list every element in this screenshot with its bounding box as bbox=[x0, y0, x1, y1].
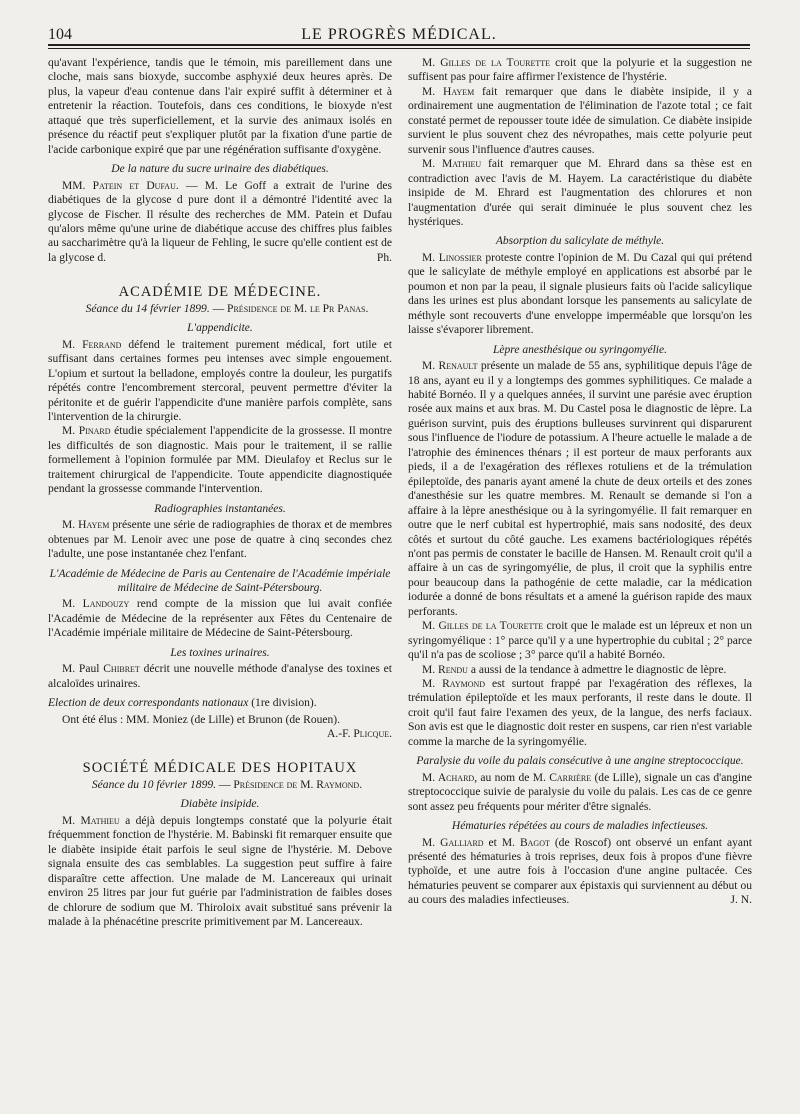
running-title: LE PROGRÈS MÉDICAL. bbox=[301, 26, 497, 43]
speaker-name: M. Raymond bbox=[422, 678, 486, 691]
paragraph bbox=[408, 663, 752, 677]
paragraph bbox=[48, 597, 392, 640]
paragraph bbox=[48, 518, 392, 561]
speaker-name: M. Gilles de la Tourette bbox=[422, 620, 544, 633]
speaker-name: M. Pinard bbox=[62, 425, 111, 438]
paragraph bbox=[48, 338, 392, 425]
speaker-name: M. Ferrand bbox=[62, 338, 122, 351]
section-heading: L'Académie de Médecine de Paris au Centenaire de l'Académie impériale militaire de Médecine de Saint-Pétersbourg. bbox=[49, 567, 391, 594]
paragraph bbox=[408, 359, 752, 619]
paragraph-text: a aussi de la tendance à admettre le diagnostic de lèpre. bbox=[467, 663, 727, 676]
speaker-name: M. Mathieu bbox=[422, 158, 482, 171]
paragraph-text: croit que le malade est un lépreux et non un syringomyélique : 1° parce qu'il y a une hypertrophie du cubital ; 2° parce qu'il n'a pas de scoliose ; 3° parce qu'il a habité Bornéo. bbox=[408, 620, 752, 662]
header-rule-thin bbox=[48, 48, 750, 49]
speaker-name: M. Gilles de la Tourette bbox=[422, 57, 551, 69]
paragraph bbox=[48, 424, 392, 496]
speaker-name: M. Achard bbox=[422, 771, 475, 784]
paragraph-text: Ont été élus : MM. Moniez (de Lille) et Brunon (de Rouen). bbox=[62, 713, 341, 726]
author-names: MM. Patein et Dufau. bbox=[62, 179, 179, 192]
signature: Ph. bbox=[376, 251, 392, 264]
paragraph bbox=[408, 677, 752, 749]
paragraph bbox=[48, 814, 392, 930]
section-heading bbox=[48, 696, 392, 710]
speaker-name: Chibret bbox=[103, 663, 140, 676]
section-heading: De la nature du sucre urinaire des diabétiques. bbox=[111, 163, 329, 176]
presidency: — Présidence de M. Raymond. bbox=[216, 778, 363, 791]
section-heading: Paralysie du voile du palais consécutive à une angine streptococcique. bbox=[416, 755, 744, 768]
paragraph bbox=[48, 662, 392, 691]
page-number: 104 bbox=[48, 26, 72, 43]
paragraph-text: M. Paul bbox=[62, 663, 104, 676]
paragraph: qu'avant l'expérience, tandis que le témoin, mis pareillement dans une cloche, mais sans bioxyde, succombe asphyxié deux heures après. De plus, la vapeur d'eau contenue dans l'air expiré suffit à déterminer et à entretenir la réaction. Toutefois, dans ces conditions, le bioxyde n'est attaqué que très superficiellement, et la survie des animaux isolés en présence du réactif peut s'expliquer plutôt par la fixation d'une partie de l'acide carbonique expiré que par une régénération suffisante d'oxygène. bbox=[48, 57, 392, 156]
paragraph-text: défend le traitement purement médical, fort utile et suffisant dans certaines formes peu intenses avec simple engouement. L'opium et surtout la belladone, employés contre la douleur, les purgatifs répétés contre l'encombrement stercoral, peuvent permettre d'éviter la péritonite et de guérir l'appendicite d'une manière parfois complète, sans l'intervention de la chirurgie. bbox=[48, 338, 392, 423]
paragraph-text: et M. bbox=[483, 836, 520, 849]
section-title: SOCIÉTÉ MÉDICALE DES HOPITAUX bbox=[82, 760, 358, 777]
session-date: Séance du 10 février 1899. bbox=[91, 778, 217, 791]
paragraph bbox=[408, 619, 752, 662]
presidency: — Présidence de M. le Pr Panas. bbox=[209, 302, 369, 315]
section-heading: Hématuries répétées au cours de maladies infectieuses. bbox=[451, 820, 709, 833]
paragraph-text: proteste contre l'opinion de M. Du Cazal qui qui prétend que le salicylate de méthyle employé en applications est absorbé par le poumon et non par la peau, il signale plusieurs faits où l'acide salicylique dans les urines est plus abondant lorsque les pansements au salicylate de méthyle sont recouverts d'une enveloppe imperméable que lorsqu'on les laisse s'évaporer librement. bbox=[408, 251, 752, 337]
heading-suffix: (1re division). bbox=[248, 697, 317, 710]
paragraph-text: rend compte de la mission que lui avait confiée l'Académie de Médecine de la représenter aux Fêtes du Centenaire de l'Académie impériale militaire de Médecine de Saint-Pétersbourg. bbox=[48, 598, 392, 640]
paragraph bbox=[408, 836, 752, 908]
speaker-name: M. Rendu bbox=[422, 663, 468, 676]
section-heading: Absorption du salicylate de méthyle. bbox=[495, 235, 665, 248]
speaker-name: M. Carrière bbox=[532, 771, 592, 784]
speaker-name: M. Hayem bbox=[422, 85, 475, 98]
section-heading: Lèpre anesthésique ou syringomyélie. bbox=[492, 343, 668, 356]
paragraph-text: (de Roscof) ont observé un enfant ayant présenté des hématuries à trois reprises, deux fois à propos d'une fièvre typhoïde, et une autre fois à l'occasion d'une angine pultacée. Ces hématuries peuvent se comparer aux épistaxis qui surviennent au début ou au cours des maladies infectieuses. bbox=[408, 836, 752, 907]
speaker-name: M. Galliard bbox=[422, 836, 484, 849]
signature: A.-F. Plicque. bbox=[327, 728, 392, 741]
paragraph-text: étudie spécialement l'appendicite de la grossesse. Il montre les difficultés de son diagnostic. Mais pour le traitement, il se rallie formellement à l'opinion formulée par MM. Dieulafoy et Reclus sur le traitement chirurgical de l'appendicite. Toute appendicite diagnostiquée pendant la grossesse commande l'intervention. bbox=[48, 425, 392, 496]
paragraph bbox=[408, 56, 752, 85]
paragraph-text: fait remarquer que dans le diabète insipide, il y a ordinairement une augmentation de l'élimination de l'azote total ; ce fait constaté permet de repousser toute idée de simulation. Ce diabète insipide survient le plus souvent chez des névropathes, mais cette polyurie peut survenir sous l'influence d'autres causes. bbox=[408, 85, 752, 156]
paragraph-text: croit que la polyurie et la suggestion ne suffisent pas pour faire affirmer l'existence de l'hystérie. bbox=[408, 57, 752, 84]
paragraph bbox=[408, 157, 752, 229]
speaker-name: M. Linossier bbox=[422, 251, 482, 264]
section-heading: Les toxines urinaires. bbox=[170, 646, 270, 659]
speaker-name: M. Renault bbox=[422, 360, 478, 373]
paragraph-text: a déjà depuis longtemps constaté que la polyurie était fréquemment fonction de l'hystérie. M. Babinski fit remarquer ensuite que le diabète insipide était parfois le seul signe de l'hystérie. M. Debove signala ensuite des cas semblables. La suggestion peut suffire à faire disparaître cette affection. Une malade de M. Lancereaux qui urinait environ 25 litres par jour fut guérie par l'administration de faibles doses de chlorure de sodium que M. Thiroloix avait substitué sans prévenir la malade à la phénacétine prescrite primitivement par M. Lancereaux. bbox=[48, 814, 392, 929]
section-title: ACADÉMIE DE MÉDECINE. bbox=[118, 284, 322, 301]
paragraph bbox=[408, 771, 752, 814]
paragraph bbox=[408, 85, 752, 157]
signature: J. N. bbox=[730, 894, 752, 907]
paragraph-text: présente un malade de 55 ans, syphilitique depuis l'âge de 18 ans, ayant eu il y a longtemps des gommes syphilitiques. Ce malade a habité Bornéo. Il y a quelques années, il survint une parésie avec éruption rosée aux mains et aux bras. M. Du Castel posa le diagnostic de lèpre. La guérison survint, puis des éruptions bulleuses survinrent qui disparurent sous l'influence de l'iodure de potassium. A l'heure actuelle le malade a de l'atrophie des éminences thénars ; il est porteur de maux perforants aux pieds, il a de l'exagération des réflexes rotuliens et de la trémulation épileptoïde, des panaris ayant amené la chute de deux orteils et des zones d'anesthésie sur les quatre membres. M. Renault se demande si l'on a affaire à la lèpre anesthésique ou à la syringomyélie. Il fait remarquer en outre que le nerf cubital est hypertrophié, mais sans nodosité, des deux côtés et surtout du côté gauche. Les examens bactériologiques répétés n'ont pas permis de constater le bacille de Hansen. M. Renault croit qu'il a affaire à un cas de syringomyélie, de plus, il croit que la syphilis entre pour beaucoup dans la pathogénie de cette maladie, car la médication iodurée a donné de bons résultats et a amené la guérison rapide des maux perforants. bbox=[408, 360, 752, 618]
header-rule bbox=[48, 44, 750, 46]
paragraph bbox=[48, 179, 392, 266]
paragraph-text: (de Lille), signale un cas d'angine streptococcique suivie de paralysie du voile du palais. Les cas de ce genre sont assez peu fréquents pour mériter d'être signalés. bbox=[408, 771, 752, 813]
paragraph-text: présente une série de radiographies de thorax et de membres obtenues par M. Lenoir avec une pose de quatre à cinq secondes chez l'adulte, une pose instantanée chez l'enfant. bbox=[48, 519, 392, 561]
speaker-name: M. Mathieu bbox=[62, 814, 120, 827]
section-heading: Diabète insipide. bbox=[180, 798, 260, 811]
paragraph-text: décrit une nouvelle méthode d'analyse des toxines et alcaloïdes urinaires. bbox=[48, 663, 392, 690]
speaker-name: M. Hayem bbox=[62, 519, 110, 532]
speaker-name: M. Landouzy bbox=[62, 598, 130, 611]
paragraph-text: — M. Le Goff a extrait de l'urine des diabétiques de la glycose d pure dont il a démontré l'identité avec la glycose de Fischer. Il résulte des recherches de MM. Patein et Dufau qu'alors même qu'une urine de diabétique accuse des chiffres plus faibles au saccharimètre qu'à la liqueur de Fehling, le sucre qu'elle contient est de la glycose d. bbox=[48, 179, 392, 264]
left-column bbox=[48, 56, 392, 929]
paragraph bbox=[408, 251, 752, 338]
speaker-name: Bagot bbox=[519, 836, 550, 849]
section-heading: L'appendicite. bbox=[187, 322, 253, 335]
paragraph-text: fait remarquer que M. Ehrard dans sa thèse est en contradiction avec l'avis de M. Hayem. La caractéristique du diabète insipide de M. Ehrard est l'augmentation des chlorures et non l'augmentation d'urée qui serait diminuée le plus souvent chez les hystériques. bbox=[408, 158, 752, 228]
heading-italic: Election de deux correspondants nationaux bbox=[48, 697, 249, 710]
paragraph-text: , au nom de bbox=[474, 771, 533, 784]
session-date: Séance du 14 février 1899. bbox=[85, 302, 210, 315]
right-column bbox=[408, 56, 752, 908]
section-heading: Radiographies instantanées. bbox=[154, 502, 286, 515]
paragraph-text: est surtout frappé par l'exagération des réflexes, la trémulation épileptoïde et les maux perforants, il reste dans le doute. Il croit qu'il faut faire l'examen des yeux, de la langue, des nerfs faciaux. Son avis est que le diagnostic doit rester en suspens, car rien n'est variable comme la marche de la syringomyélie. bbox=[408, 678, 752, 748]
session-line bbox=[48, 778, 392, 792]
paragraph bbox=[48, 713, 392, 742]
session-line bbox=[48, 302, 392, 316]
